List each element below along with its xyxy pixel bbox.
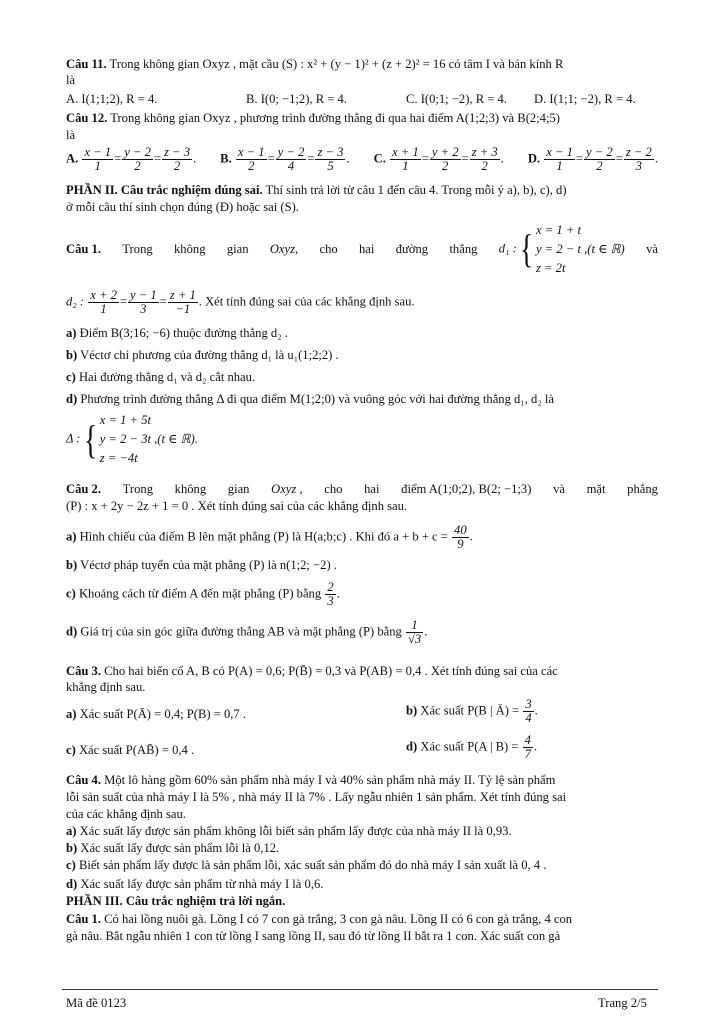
c3-stem-2: khẳng định sau. (66, 680, 146, 694)
q12-option-b: B. $\frac{x - 1}{2}$ = $\frac{y - 2}{4}$ = $\frac{z - 3}{5}$ . (220, 145, 350, 173)
c3-item-d: d) Xác suất P(A | B) = $\frac{4}{7}$ . (406, 733, 538, 761)
q12-stem-text: Trong không gian Oxyz , phương trình đường thẳng đi qua hai điểm A(1;2;3) và B(2;4;5) (107, 111, 560, 125)
c1-item-a: a) Điểm B(3;16; −6) thuộc đường thẳng d₂ . (66, 326, 288, 340)
q12-label: Câu 12. (66, 111, 108, 125)
c2-item-b: b) Véctơ pháp tuyến của mặt phẳng (P) là n(1;2; −2) . (66, 558, 337, 572)
c4-item-b: b) Xác suất lấy được sản phẩm lỗi là 0,12. (66, 841, 280, 855)
q11-stem-end: là (66, 73, 76, 87)
footer-exam-code: Mã đề 0123 (66, 996, 127, 1010)
q12-option-c: C. $\frac{x + 1}{1}$ = $\frac{y + 2}{2}$ = $\frac{z + 3}{2}$ . (373, 145, 504, 173)
q12-option-d: D. $\frac{x - 1}{1}$ = $\frac{y - 2}{2}$ = $\frac{z - 2}{3}$ . (527, 145, 658, 173)
c4-item-d: d) Xác suất lấy được sản phẩm từ nhà máy I là 0,6. (66, 877, 324, 891)
q12-option-a: A. $\frac{x - 1}{1}$ = $\frac{y - 2}{2}$ = $\frac{z - 3}{2}$ . (66, 145, 197, 173)
p3-q1-label: Câu 1. (66, 912, 101, 926)
c1-d2-line: d₂ : $\frac{x + 2}{1}$ = $\frac{y - 1}{3}$ = $\frac{z + 1}{-1}$ . Xét tính đúng sai của các khẳng định sau. (66, 288, 415, 316)
c3-stem: Câu 3. Cho hai biến cố A, B có P(A) = 0,6; P(B̄) = 0,3 và P(AB) = 0,4 . Xét tính đúng sai của các (66, 664, 558, 678)
c4-stem-3: của các khẳng định sau. (66, 807, 186, 821)
c1-item-c: c) Hai đường thẳng d₁ và d₂ cắt nhau. (66, 370, 256, 384)
footer-divider (62, 989, 658, 990)
c4-stem: Câu 4. Một lô hàng gồm 60% sản phẩm nhà máy I và 40% sản phẩm nhà máy II. Tỷ lệ sản phẩm (66, 773, 556, 787)
part2-title: PHẦN II. Câu trắc nghiệm đúng sai. (66, 183, 263, 197)
c3-label: Câu 3. (66, 664, 101, 678)
part2-intro: Thí sinh trả lời từ câu 1 đến câu 4. Trong mỗi ý a), b), c), d) (262, 183, 567, 197)
c4-item-c: c) Biết sản phẩm lấy được là sản phẩm lỗi, xác suất sản phẩm đó do nhà máy I sản xuất là 0, 4 . (66, 858, 547, 872)
c1-delta-system: Δ :{ x = 1 + 5t y = 2 − 3t ,(t ∈ ℝ). z = −4t (66, 413, 198, 465)
c1-item-d: d) Phương trình đường thẳng Δ đi qua điểm M(1;2;0) và vuông góc với hai đường thẳng d₁, d₂ là (66, 392, 554, 406)
q12-stem-end: là (66, 128, 76, 142)
c2-stem: Câu 2. Trong không gian Oxyz , cho hai điểm A(1;0;2), B(2; −1;3) và mặt phẳng (66, 482, 658, 496)
c1-label: Câu 1. (66, 242, 101, 256)
c1-d1-system: d₁ :{ x = 1 + t y = 2 − t ,(t ∈ ℝ) z = 2t (498, 222, 625, 275)
part2-intro-2: ở mỗi câu thí sinh chọn đúng (Đ) hoặc sai (S). (66, 200, 299, 214)
q11-option-b: B. I(0; −1;2), R = 4. (246, 92, 347, 106)
c3-item-a: a) Xác suất P(Ā) = 0,4; P(B) = 0,7 . (66, 707, 247, 721)
q11-label: Câu 11. (66, 57, 107, 71)
q11-option-c: C. I(0;1; −2), R = 4. (406, 92, 507, 106)
c4-stem-2: lỗi sản suất của nhà máy I là 5% , nhà máy II là 7% . Lấy ngẫu nhiên 1 sản phẩm. Xét tính đúng sai (66, 790, 567, 804)
c2-plane: (P) : x + 2y − 2z + 1 = 0 . Xét tính đúng sai của các khẳng định sau. (66, 499, 408, 513)
c2-label: Câu 2. (66, 482, 101, 496)
q11-stem (66, 56, 656, 72)
c2-item-a: a) Hình chiếu của điểm B lên mặt phẳng (P) là H(a;b;c) . Khi đó a + b + c = $\frac{40}{9}$ . (66, 523, 473, 551)
q12-options (66, 146, 658, 173)
q12-stem (66, 110, 560, 126)
c2-item-c: c) Khoảng cách từ điểm A đến mặt phẳng (P) bằng $\frac{2}{3}$ . (66, 580, 340, 608)
q11-stem-text: Trong không gian Oxyz , mặt cầu (S) : x² + (y − 1)² + (z + 2)² = 16 có tâm I và bán kính R (106, 57, 564, 71)
c2-item-d: d) Giá trị của sin góc giữa đường thẳng AB và mặt phẳng (P) bằng $\frac{1}{√3}$ . (66, 618, 428, 646)
part3-title: PHẦN III. Câu trắc nghiệm trả lời ngắn. (66, 894, 286, 908)
p3-q1-line-1: Câu 1. Có hai lồng nuôi gà. Lồng I có 7 con gà trắng, 3 con gà nâu. Lồng II có 6 con gà trắng, 4 con (66, 912, 573, 926)
part2-heading (66, 182, 567, 198)
q11-option-d: D. I(1;1; −2), R = 4. (534, 92, 636, 106)
footer-page-number: Trang 2/5 (598, 996, 647, 1010)
c1-stem: Câu 1. Trong không gian Oxyz, cho hai đường thẳng d₁ :{ x = 1 + t y = 2 − t ,(t ∈ ℝ) z = 2t và (66, 218, 658, 280)
c4-item-a: a) Xác suất lấy được sản phẩm không lỗi biết sản phẩm lấy được của nhà máy II là 0,93. (66, 824, 512, 838)
c3-item-c: c) Xác suất P(AB̄) = 0,4 . (66, 743, 195, 757)
c3-item-b: b) Xác suất P(B | Ā) = $\frac{3}{4}$ . (406, 697, 538, 725)
c1-item-b: b) Véctơ chỉ phương của đường thẳng d₁ là u₁(1;2;2) . (66, 348, 339, 362)
p3-q1-line-2: gà nâu. Bắt ngẫu nhiên 1 con từ lồng I sang lồng II, sau đó từ lồng II bắt ra 1 con. Xác suất con gà (66, 929, 561, 943)
c4-label: Câu 4. (66, 773, 101, 787)
q11-option-a: A. I(1;1;2), R = 4. (66, 92, 158, 106)
